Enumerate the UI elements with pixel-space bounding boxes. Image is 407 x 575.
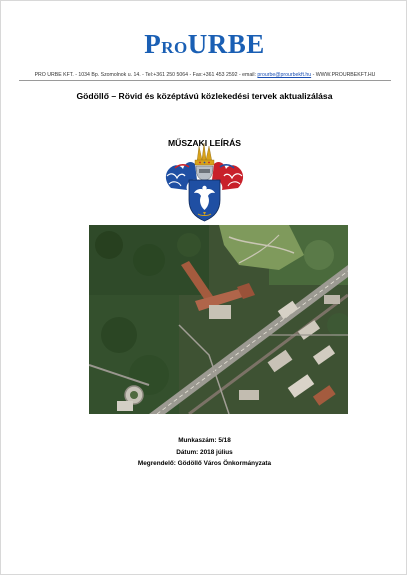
contact-prefix: PRO URBE KFT. - 1034 Bp. Szomolnok u. 14. - Tel:+361 250 5064 - Fax:+361 453 2592 - email: <box>34 72 258 78</box>
document-subtitle: MŰSZAKI LEÍRÁS <box>167 138 242 148</box>
header-divider <box>19 80 391 81</box>
logo-letters-urbe: URBE <box>187 29 265 59</box>
document-date: Dátum: 2018 július <box>176 448 233 456</box>
godollo-coat-of-arms-icon <box>161 140 248 222</box>
contact-line <box>19 72 391 78</box>
client-name: Megrendelő: Gödöllő Város Önkormányzata <box>137 460 272 467</box>
logo-letter-p: P <box>144 29 162 59</box>
contact-email-link[interactable]: prourbe@prourbekft.hu <box>257 72 312 78</box>
document-footer <box>1 435 407 470</box>
document-title: Gödöllő – Rövid és középtávú közlekedési tervek aktualizálása <box>76 91 333 101</box>
contact-suffix: - WWW.PROURBEKFT.HU <box>311 72 376 78</box>
logo-letter-r: R <box>161 38 175 57</box>
project-number: Munkaszám: 5/18 <box>178 437 231 444</box>
prourbe-logo <box>1 29 407 60</box>
logo-letter-o: O <box>174 38 188 57</box>
aerial-map-image <box>89 225 348 414</box>
